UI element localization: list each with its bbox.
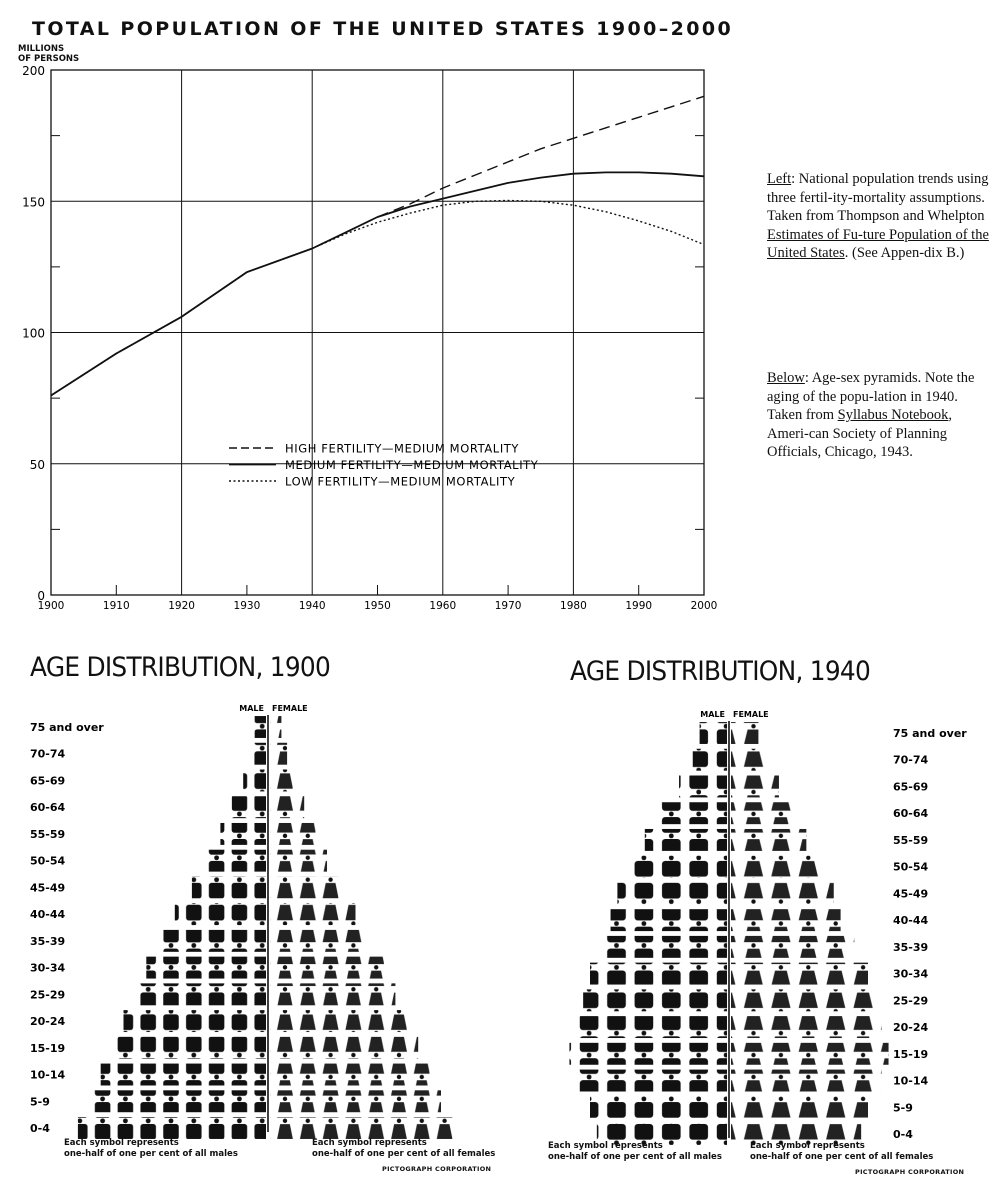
y-tick-label-200: 200: [22, 64, 45, 78]
x-tick-label-1960: 1960: [429, 600, 457, 612]
age-label: 30-34: [893, 967, 929, 981]
male-bar: [659, 802, 728, 824]
female-bar: [731, 1096, 868, 1118]
y-tick-label-150: 150: [22, 195, 45, 210]
female-bar: [731, 1016, 882, 1038]
x-tick-label-1980: 1980: [560, 600, 587, 612]
female-bar: [731, 776, 779, 798]
male-bar: [631, 856, 727, 878]
x-tick-label-1940: 1940: [298, 600, 326, 612]
female-bar: [731, 722, 758, 744]
credit-1940: PICTOGRAPH CORPORATION: [855, 1168, 965, 1176]
footnote-1900-male-line2: one-half of one per cent of all males: [64, 1148, 238, 1159]
x-tick-label-1920: 1920: [168, 600, 195, 612]
x-tick-label-1930: 1930: [233, 600, 261, 612]
age-label: 45-49: [893, 887, 929, 901]
header-male: MALE: [700, 710, 725, 719]
note-left-source: Estimates of Fu-ture Population of the United States: [767, 226, 989, 261]
y-axis-title-line1: MILLIONS: [18, 44, 65, 54]
legend-label-dotted: LOW FERTILITY—MEDIUM MORTALITY: [285, 474, 516, 489]
age-label: 25-29: [893, 994, 929, 1008]
age-label: 30-34: [30, 961, 66, 975]
female-bar: [731, 1070, 882, 1092]
male-bar: [590, 963, 727, 985]
age-label: 10-14: [30, 1068, 66, 1082]
age-title-1940: AGE DISTRIBUTION, 1940: [570, 656, 871, 687]
age-label: 5-9: [893, 1101, 913, 1115]
age-label: 55-59: [30, 827, 66, 841]
footnote-1900-female-line2: one-half of one per cent of all females: [312, 1148, 496, 1159]
male-bar: [645, 829, 727, 851]
age-label: 35-39: [893, 940, 929, 954]
age-label: 65-69: [30, 774, 66, 788]
footnote-1940-female: [750, 1141, 933, 1162]
female-bar: [731, 909, 841, 931]
age-label: 45-49: [30, 881, 66, 895]
male-bar: [590, 1096, 727, 1118]
legend-label-dashed: HIGH FERTILITY—MEDIUM MORTALITY: [285, 441, 520, 456]
footnote-1900-female-line1: Each symbol represents: [312, 1138, 427, 1148]
age-label: 15-19: [893, 1047, 929, 1061]
x-tick-label-1950: 1950: [364, 600, 391, 612]
footnote-1900-male: [64, 1138, 238, 1159]
chart-title: TOTAL POPULATION OF THE UNITED STATES 1900–2000: [32, 18, 734, 40]
age-label: 40-44: [30, 908, 66, 922]
age-label: 55-59: [893, 833, 929, 847]
note-left-text1: : National population trends using three fertil-ity-mortality assumptions. Taken from Thompson and Whelpton: [767, 171, 989, 224]
footnote-1940-female-line2: one-half of one per cent of all females: [750, 1151, 934, 1162]
y-tick-label-100: 100: [22, 326, 45, 341]
age-label: 50-54: [893, 860, 929, 874]
age-label: 65-69: [893, 780, 929, 794]
age-label: 20-24: [30, 1015, 66, 1029]
male-bar: [617, 882, 727, 904]
note-below-text1: : Age-sex pyramids. Note the aging of the popu-lation in 1940. Taken from: [767, 370, 975, 423]
age-label: 70-74: [893, 753, 929, 767]
female-bar: [731, 802, 793, 824]
female-bar: [731, 936, 854, 958]
male-bar: [693, 749, 727, 771]
female-bar: [731, 749, 765, 771]
footnote-1940-female-line1: Each symbol represents: [750, 1141, 865, 1151]
y-axis-title-line2: OF PERSONS: [18, 54, 80, 64]
age-label: 70-74: [30, 747, 66, 761]
x-tick-label-1900: 1900: [37, 600, 65, 612]
age-label: 0-4: [30, 1122, 50, 1135]
note-below-label: Below: [767, 370, 805, 386]
age-label: 20-24: [893, 1021, 929, 1035]
header-female: FEMALE: [733, 710, 769, 719]
age-title-1900: AGE DISTRIBUTION, 1900: [30, 652, 331, 683]
male-bar: [604, 936, 727, 958]
age-label: 60-64: [30, 801, 66, 815]
age-label: 40-44: [893, 914, 929, 928]
age-label: 60-64: [893, 807, 929, 821]
male-bar: [583, 989, 727, 1011]
header-female: FEMALE: [272, 704, 308, 713]
note-left-text2: . (See Appen-dix B.): [844, 245, 965, 261]
male-bar: [611, 909, 727, 931]
male-bar: [700, 722, 727, 744]
female-bar: [731, 882, 834, 904]
x-tick-label-2000: 2000: [690, 600, 718, 612]
age-label: 50-54: [30, 854, 66, 868]
x-tick-label-1910: 1910: [102, 600, 130, 612]
female-bar: [731, 989, 875, 1011]
footnote-1940-male-line1: Each symbol represents: [548, 1141, 663, 1151]
note-below-text2: , Ameri-can Society of Planning Officials, Chicago, 1943.: [767, 407, 953, 460]
female-bar: [731, 1043, 889, 1065]
male-bar: [569, 1043, 727, 1065]
note-below-source: Syllabus Notebook: [837, 407, 949, 423]
header-male: MALE: [239, 704, 264, 713]
male-bar: [576, 1070, 727, 1092]
credit-1900: PICTOGRAPH CORPORATION: [382, 1165, 492, 1173]
male-bar: [679, 776, 727, 798]
age-label: 75 and over: [30, 721, 104, 734]
age-label: 15-19: [30, 1041, 66, 1055]
age-label: 35-39: [30, 934, 66, 948]
footnote-1900-male-line1: Each symbol represents: [64, 1138, 179, 1148]
age-label: 0-4: [893, 1128, 913, 1141]
y-tick-label-50: 50: [29, 457, 45, 472]
female-bar: [731, 829, 806, 851]
age-label: 5-9: [30, 1095, 50, 1109]
female-bar: [731, 856, 820, 878]
y-tick-label-0: 0: [37, 589, 45, 603]
footnote-1900-female: [312, 1138, 495, 1159]
note-left-label: Left: [767, 171, 792, 187]
male-bar: [576, 1016, 727, 1038]
x-tick-label-1970: 1970: [494, 600, 522, 612]
x-tick-label-1990: 1990: [625, 600, 653, 612]
footnote-1940-male: [548, 1141, 722, 1162]
age-label: 10-14: [893, 1074, 929, 1088]
age-label: 25-29: [30, 988, 66, 1002]
legend-label-solid: MEDIUM FERTILITY—MEDIUM MORTALITY: [285, 458, 539, 472]
age-label: 75 and over: [893, 727, 967, 740]
female-bar: [731, 963, 868, 985]
footnote-1940-male-line2: one-half of one per cent of all males: [548, 1151, 722, 1162]
